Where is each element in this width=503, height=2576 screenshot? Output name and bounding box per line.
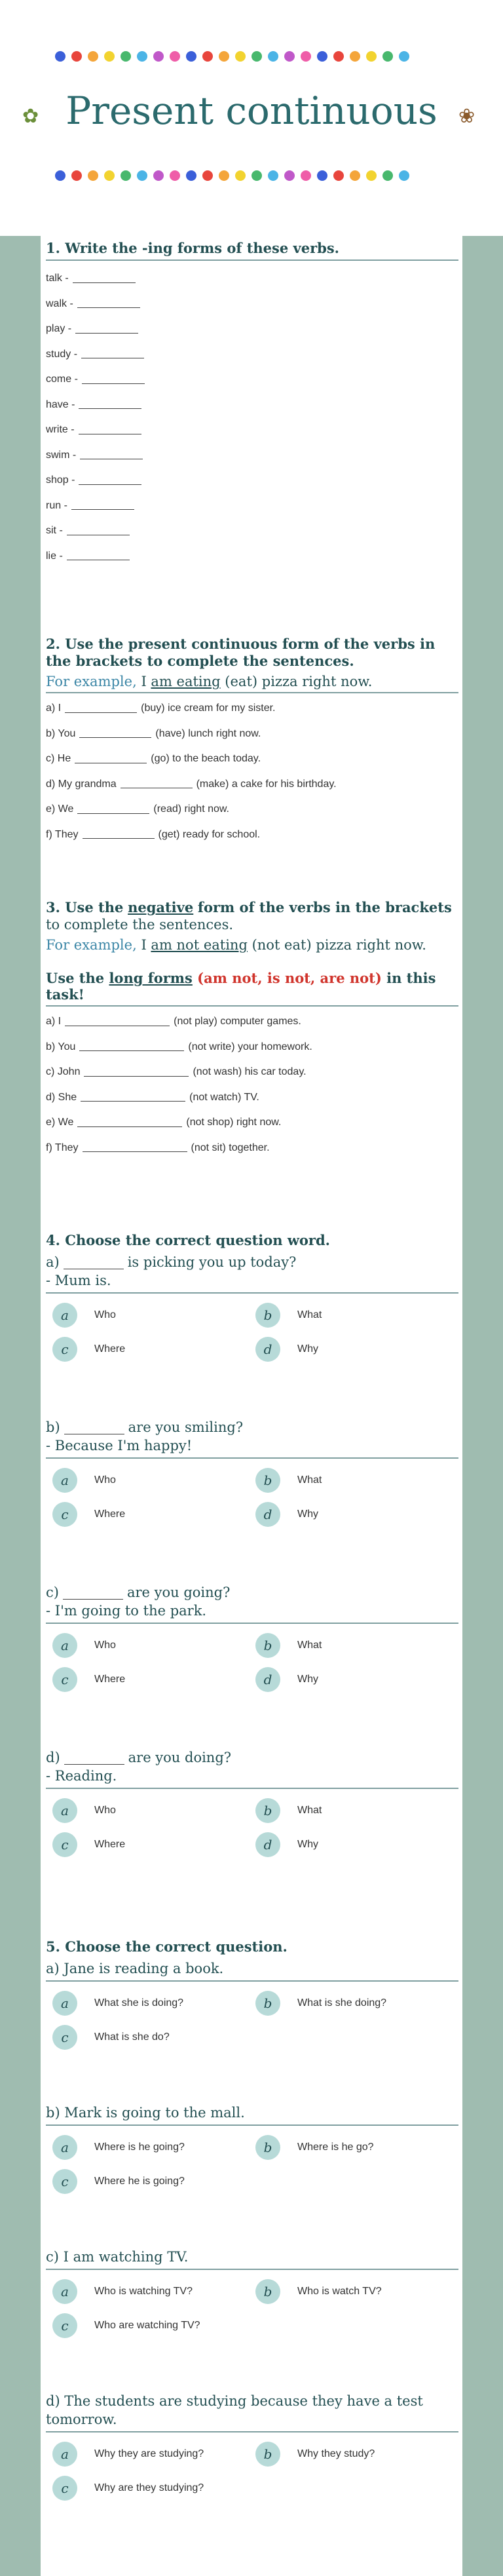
color-dot <box>186 170 196 181</box>
options-grid <box>46 1633 458 1692</box>
option[interactable] <box>46 1468 249 1493</box>
verb-row <box>46 544 458 569</box>
color-dot <box>121 51 131 62</box>
option[interactable] <box>46 1337 249 1362</box>
option-letter-badge[interactable]: b <box>255 1303 280 1328</box>
divider <box>46 1788 458 1789</box>
option[interactable] <box>46 2169 249 2194</box>
ex3-rule-note: Use the long forms (am not, is not, are not) in this task! <box>46 970 436 1003</box>
color-dot <box>333 51 344 62</box>
option[interactable] <box>249 2442 452 2467</box>
option[interactable] <box>249 1991 452 2016</box>
option[interactable] <box>249 1798 452 1823</box>
option[interactable] <box>46 1502 249 1527</box>
option-label: Why are they studying? <box>94 2482 204 2493</box>
color-dot <box>284 170 295 181</box>
option-letter-badge[interactable]: a <box>52 2279 77 2304</box>
color-dot <box>317 170 327 181</box>
option-label: Why they are studying? <box>94 2448 204 2459</box>
option[interactable] <box>249 1633 452 1658</box>
options-grid <box>46 2135 458 2194</box>
options-grid <box>46 2279 458 2338</box>
answer-blank[interactable] <box>65 1017 170 1026</box>
color-dot <box>170 51 180 62</box>
answer-text: - Mum is. <box>46 1273 111 1288</box>
answer-blank[interactable] <box>83 830 155 839</box>
option-label: What <box>297 1474 322 1486</box>
option[interactable] <box>46 1633 249 1658</box>
sentence-end: (not write) your homework. <box>188 1041 312 1052</box>
option[interactable] <box>249 1832 452 1857</box>
color-dot <box>219 51 229 62</box>
color-dot <box>153 170 164 181</box>
answer-blank[interactable] <box>80 450 143 459</box>
color-dot <box>382 170 393 181</box>
answer-blank[interactable] <box>79 1042 184 1051</box>
answer-blank[interactable] <box>79 476 141 485</box>
option[interactable] <box>46 1832 249 1857</box>
color-dot <box>71 170 82 181</box>
question-text <box>46 1418 458 1436</box>
ex4-heading: 4. Choose the correct question word. <box>46 1232 330 1248</box>
sentence-row <box>46 822 458 848</box>
question-label: b) <box>46 1419 60 1435</box>
sentence-row <box>46 696 458 721</box>
verb-label: swim - <box>46 449 77 461</box>
sentence-row <box>46 746 458 772</box>
hedgehog-icon: ❀ <box>458 106 475 127</box>
option-letter-badge[interactable]: c <box>52 1832 77 1857</box>
question-block <box>46 1418 458 1527</box>
answer-blank[interactable] <box>77 299 140 308</box>
ex5-list <box>46 1959 458 2501</box>
question-text <box>46 1583 458 1602</box>
color-dot <box>88 51 98 62</box>
option-label: What <box>297 1640 322 1651</box>
sentence-start: f) They <box>46 828 79 840</box>
color-dot <box>235 51 246 62</box>
answer-blank[interactable] <box>79 729 151 738</box>
option[interactable] <box>249 2135 452 2160</box>
verb-row <box>46 266 458 292</box>
header <box>0 0 503 236</box>
color-dot <box>219 170 229 181</box>
verb-row <box>46 493 458 519</box>
color-dot <box>268 51 278 62</box>
sentence-end: (get) ready for school. <box>158 828 261 840</box>
sentence-row <box>46 772 458 798</box>
sentence-start: b) You <box>46 727 76 739</box>
answer-blank[interactable] <box>64 1258 124 1269</box>
divider <box>46 1623 458 1624</box>
color-dot <box>55 51 65 62</box>
sentence-start: e) We <box>46 803 74 815</box>
color-dot <box>350 51 360 62</box>
sentence-row <box>46 1136 458 1161</box>
color-dot <box>301 51 311 62</box>
sentence-end: (not sit) together. <box>191 1142 270 1153</box>
option-label: Why <box>297 1839 318 1850</box>
answer-blank[interactable] <box>79 400 141 409</box>
option[interactable] <box>249 2279 452 2304</box>
color-dot <box>170 170 180 181</box>
verb-row <box>46 292 458 317</box>
option-letter-badge[interactable]: b <box>255 1633 280 1658</box>
sentence-end: (read) right now. <box>153 803 229 815</box>
option-label: Where <box>94 1674 126 1685</box>
option[interactable] <box>46 1991 249 2016</box>
answer-blank[interactable] <box>73 274 136 283</box>
sentence-row <box>46 1085 458 1111</box>
option-label: Who <box>94 1640 116 1651</box>
option-label: Who <box>94 1805 116 1816</box>
verb-label: walk - <box>46 298 73 309</box>
option[interactable] <box>46 2279 249 2304</box>
option-label: Who <box>94 1309 116 1320</box>
ex3-example: For example, I am not eating (not eat) pizza right now. <box>46 937 426 953</box>
option-letter-badge[interactable]: c <box>52 2313 77 2338</box>
color-dot <box>399 51 409 62</box>
verb-label: talk - <box>46 273 69 284</box>
ex2-example: For example, I am eating (eat) pizza right now. <box>46 674 373 689</box>
question-text: b) Mark is going to the mall. <box>46 2105 245 2121</box>
color-dot <box>317 51 327 62</box>
option-letter-badge[interactable]: a <box>52 1468 77 1493</box>
verb-row <box>46 518 458 544</box>
options-grid <box>46 1991 458 2050</box>
color-dot <box>333 170 344 181</box>
ex2-heading: 2. Use the present continuous form of the verbs in the brackets to complete the sentences. <box>46 636 436 669</box>
option-label: What <box>297 1805 322 1816</box>
option-letter-badge[interactable]: c <box>52 1667 77 1692</box>
answer-blank[interactable] <box>67 551 130 560</box>
sentence-start: b) You <box>46 1041 76 1052</box>
sentence-end: (buy) ice cream for my sister. <box>141 702 276 714</box>
option[interactable] <box>46 2476 249 2501</box>
question-block <box>46 1583 458 1692</box>
options-grid <box>46 1798 458 1857</box>
question-label: c) <box>46 1585 59 1600</box>
option-letter-badge[interactable]: a <box>52 1303 77 1328</box>
color-dot <box>104 51 115 62</box>
sentence-end: (not play) computer games. <box>174 1016 301 1027</box>
option-label: Where <box>94 1343 126 1355</box>
sentence-start: d) My grandma <box>46 778 117 790</box>
question-rest: is picking you up today? <box>127 1254 297 1270</box>
color-dot <box>137 170 147 181</box>
exercise-4 <box>46 1232 458 1857</box>
option-label: Why <box>297 1674 318 1685</box>
verb-row <box>46 468 458 493</box>
options-grid <box>46 1468 458 1527</box>
color-dot <box>366 170 377 181</box>
question-text: c) I am watching TV. <box>46 2249 189 2265</box>
option-letter-badge[interactable]: c <box>52 2169 77 2194</box>
option[interactable] <box>249 1337 452 1362</box>
options-grid <box>46 2442 458 2501</box>
color-dot <box>252 170 262 181</box>
question-rest: are you going? <box>126 1585 231 1600</box>
color-dot <box>235 170 246 181</box>
question-label: a) <box>46 1254 60 1270</box>
question-block <box>46 1959 458 2050</box>
answer-blank[interactable] <box>67 526 130 535</box>
option-letter-badge[interactable]: d <box>255 1667 280 1692</box>
sentence-end: (make) a cake for his birthday. <box>196 778 337 790</box>
option-letter-badge[interactable]: a <box>52 1991 77 2016</box>
option[interactable] <box>46 1667 249 1692</box>
option-letter-badge[interactable]: a <box>52 1633 77 1658</box>
option-letter-badge[interactable]: c <box>52 2025 77 2050</box>
ex4-list <box>46 1253 458 1857</box>
sentence-start: e) We <box>46 1117 74 1128</box>
question-text: d) The students are studying because they have a test tomorrow. <box>46 2393 423 2427</box>
sentence-row <box>46 1035 458 1060</box>
answer-text: - Because I'm happy! <box>46 1438 193 1453</box>
option[interactable] <box>46 1798 249 1823</box>
question-block <box>46 2104 458 2194</box>
option-label: Why <box>297 1509 318 1520</box>
answer-blank[interactable] <box>77 805 149 814</box>
exercise-1 <box>46 240 458 569</box>
divider <box>46 692 458 693</box>
color-dot <box>153 51 164 62</box>
verb-row <box>46 417 458 443</box>
color-dot <box>301 170 311 181</box>
exercise-3 <box>46 899 458 1161</box>
answer-blank[interactable] <box>81 349 144 358</box>
option-letter-badge[interactable]: c <box>52 1337 77 1362</box>
question-block <box>46 2248 458 2338</box>
exercise-5 <box>46 1938 458 2501</box>
question-rest: are you smiling? <box>128 1419 244 1435</box>
option-letter-badge[interactable]: b <box>255 2135 280 2160</box>
option-label: What is she do? <box>94 2031 170 2043</box>
option[interactable] <box>46 2442 249 2467</box>
sentence-end: (not shop) right now. <box>186 1117 282 1128</box>
option-letter-badge[interactable]: d <box>255 1337 280 1362</box>
sentence-row <box>46 721 458 747</box>
color-dot <box>137 51 147 62</box>
sentence-start: a) I <box>46 702 62 714</box>
ex1-heading: 1. Write the -ing forms of these verbs. <box>46 240 339 256</box>
option-label: Where is he going? <box>94 2142 185 2153</box>
verb-label: play - <box>46 323 72 334</box>
option[interactable] <box>249 1303 452 1328</box>
option-letter-badge[interactable]: a <box>52 2442 77 2467</box>
ex5-heading: 5. Choose the correct question. <box>46 1938 288 1955</box>
verb-row <box>46 317 458 342</box>
sentence-start: c) John <box>46 1066 81 1077</box>
answer-text: - Reading. <box>46 1768 117 1784</box>
question-block <box>46 1253 458 1362</box>
color-dot <box>268 170 278 181</box>
options-grid <box>46 1303 458 1362</box>
color-dot <box>71 51 82 62</box>
option-label: Who is watching TV? <box>94 2286 193 2297</box>
option-label: Who is watch TV? <box>297 2286 382 2297</box>
sentence-end: (not wash) his car today. <box>193 1066 307 1077</box>
option[interactable] <box>249 1667 452 1692</box>
option-letter-badge[interactable]: c <box>52 1502 77 1527</box>
option-letter-badge[interactable]: b <box>255 2442 280 2467</box>
option-letter-badge[interactable]: d <box>255 1502 280 1527</box>
verb-row <box>46 367 458 393</box>
option[interactable] <box>46 2025 249 2050</box>
option-label: Where <box>94 1509 126 1520</box>
verb-label: write - <box>46 424 75 435</box>
question-rest: are you doing? <box>128 1750 232 1765</box>
option-label: Where he is going? <box>94 2176 185 2187</box>
question-block <box>46 1748 458 1857</box>
bee-icon: ✿ <box>22 106 39 127</box>
sentence-end: (not watch) TV. <box>189 1091 259 1103</box>
question-block <box>46 2392 458 2501</box>
option-letter-badge[interactable]: a <box>52 1798 77 1823</box>
divider <box>46 2124 458 2126</box>
verb-label: study - <box>46 348 78 360</box>
color-dot <box>284 51 295 62</box>
option-letter-badge[interactable]: b <box>255 2279 280 2304</box>
verb-label: lie - <box>46 550 63 562</box>
question-label: d) <box>46 1750 60 1765</box>
question-text: a) Jane is reading a book. <box>46 1961 224 1976</box>
option-letter-badge[interactable]: b <box>255 1991 280 2016</box>
color-dot <box>202 51 213 62</box>
answer-blank[interactable] <box>82 375 145 384</box>
verb-label: come - <box>46 374 78 385</box>
option-letter-badge[interactable]: b <box>255 1798 280 1823</box>
sentence-end: (have) lunch right now. <box>155 727 261 739</box>
option-label: Where <box>94 1839 126 1850</box>
option-label: What <box>297 1309 322 1320</box>
verb-label: run - <box>46 499 67 511</box>
option-letter-badge[interactable]: a <box>52 2135 77 2160</box>
divider <box>46 260 458 261</box>
sentence-row <box>46 1060 458 1085</box>
color-dot <box>252 51 262 62</box>
answer-blank[interactable] <box>75 754 147 763</box>
answer-blank[interactable] <box>83 1143 187 1152</box>
color-dot <box>104 170 115 181</box>
sentence-start: d) She <box>46 1091 77 1103</box>
sentence-start: c) He <box>46 753 71 764</box>
option[interactable] <box>249 1468 452 1493</box>
option-label: Who <box>94 1474 116 1486</box>
verb-row <box>46 393 458 418</box>
answer-blank[interactable] <box>64 1753 124 1765</box>
verb-label: sit - <box>46 525 63 536</box>
answer-blank[interactable] <box>71 501 134 510</box>
verb-label: have - <box>46 398 75 410</box>
sentence-start: a) I <box>46 1016 62 1027</box>
option-label: Where is he go? <box>297 2142 374 2153</box>
sentence-start: f) They <box>46 1142 79 1153</box>
option[interactable] <box>46 2135 249 2160</box>
verb-label: shop - <box>46 474 75 486</box>
exercise-2 <box>46 636 458 847</box>
ex1-list <box>46 266 458 569</box>
option[interactable] <box>46 1303 249 1328</box>
color-dot <box>382 51 393 62</box>
color-dot <box>88 170 98 181</box>
option-label: What is she doing? <box>297 1997 387 2009</box>
divider <box>46 2269 458 2270</box>
dot-row-bottom <box>55 170 409 181</box>
option-letter-badge[interactable]: d <box>255 1832 280 1857</box>
ex3-heading: 3. Use the negative form of the verbs in the brackets to complete the sentences. <box>46 899 452 932</box>
answer-blank[interactable] <box>84 1067 189 1077</box>
divider <box>46 2431 458 2432</box>
answer-blank[interactable] <box>63 1588 123 1600</box>
sentence-row <box>46 1110 458 1136</box>
divider <box>46 1005 458 1007</box>
verb-row <box>46 443 458 469</box>
sentence-row <box>46 1009 458 1035</box>
color-dot <box>350 170 360 181</box>
option-letter-badge[interactable]: b <box>255 1468 280 1493</box>
answer-blank[interactable] <box>65 704 137 713</box>
option-label: Why they study? <box>297 2448 375 2459</box>
ex3-list <box>46 1009 458 1161</box>
color-dot <box>366 51 377 62</box>
question-text <box>46 1748 458 1767</box>
option-label: What she is doing? <box>94 1997 184 2009</box>
answer-blank[interactable] <box>64 1423 124 1434</box>
answer-blank[interactable] <box>81 1092 185 1102</box>
divider <box>46 1980 458 1982</box>
color-dot <box>186 51 196 62</box>
dot-row-top <box>55 51 409 62</box>
option-label: Who are watching TV? <box>94 2320 200 2331</box>
option-label: Why <box>297 1343 318 1355</box>
color-dot <box>55 170 65 181</box>
option-letter-badge[interactable]: c <box>52 2476 77 2501</box>
ex2-list <box>46 696 458 847</box>
color-dot <box>121 170 131 181</box>
option[interactable] <box>249 1502 452 1527</box>
answer-text: - I'm going to the park. <box>46 1603 207 1619</box>
divider <box>46 1457 458 1459</box>
answer-blank[interactable] <box>121 779 193 788</box>
sentence-end: (go) to the beach today. <box>151 753 261 764</box>
sentence-row <box>46 797 458 822</box>
page-title: Present continuous <box>65 88 438 133</box>
verb-row <box>46 342 458 368</box>
color-dot <box>399 170 409 181</box>
option[interactable] <box>46 2313 249 2338</box>
answer-blank[interactable] <box>75 324 138 334</box>
answer-blank[interactable] <box>79 425 141 434</box>
answer-blank[interactable] <box>77 1118 182 1127</box>
color-dot <box>202 170 213 181</box>
divider <box>46 1292 458 1294</box>
question-text <box>46 1253 458 1271</box>
